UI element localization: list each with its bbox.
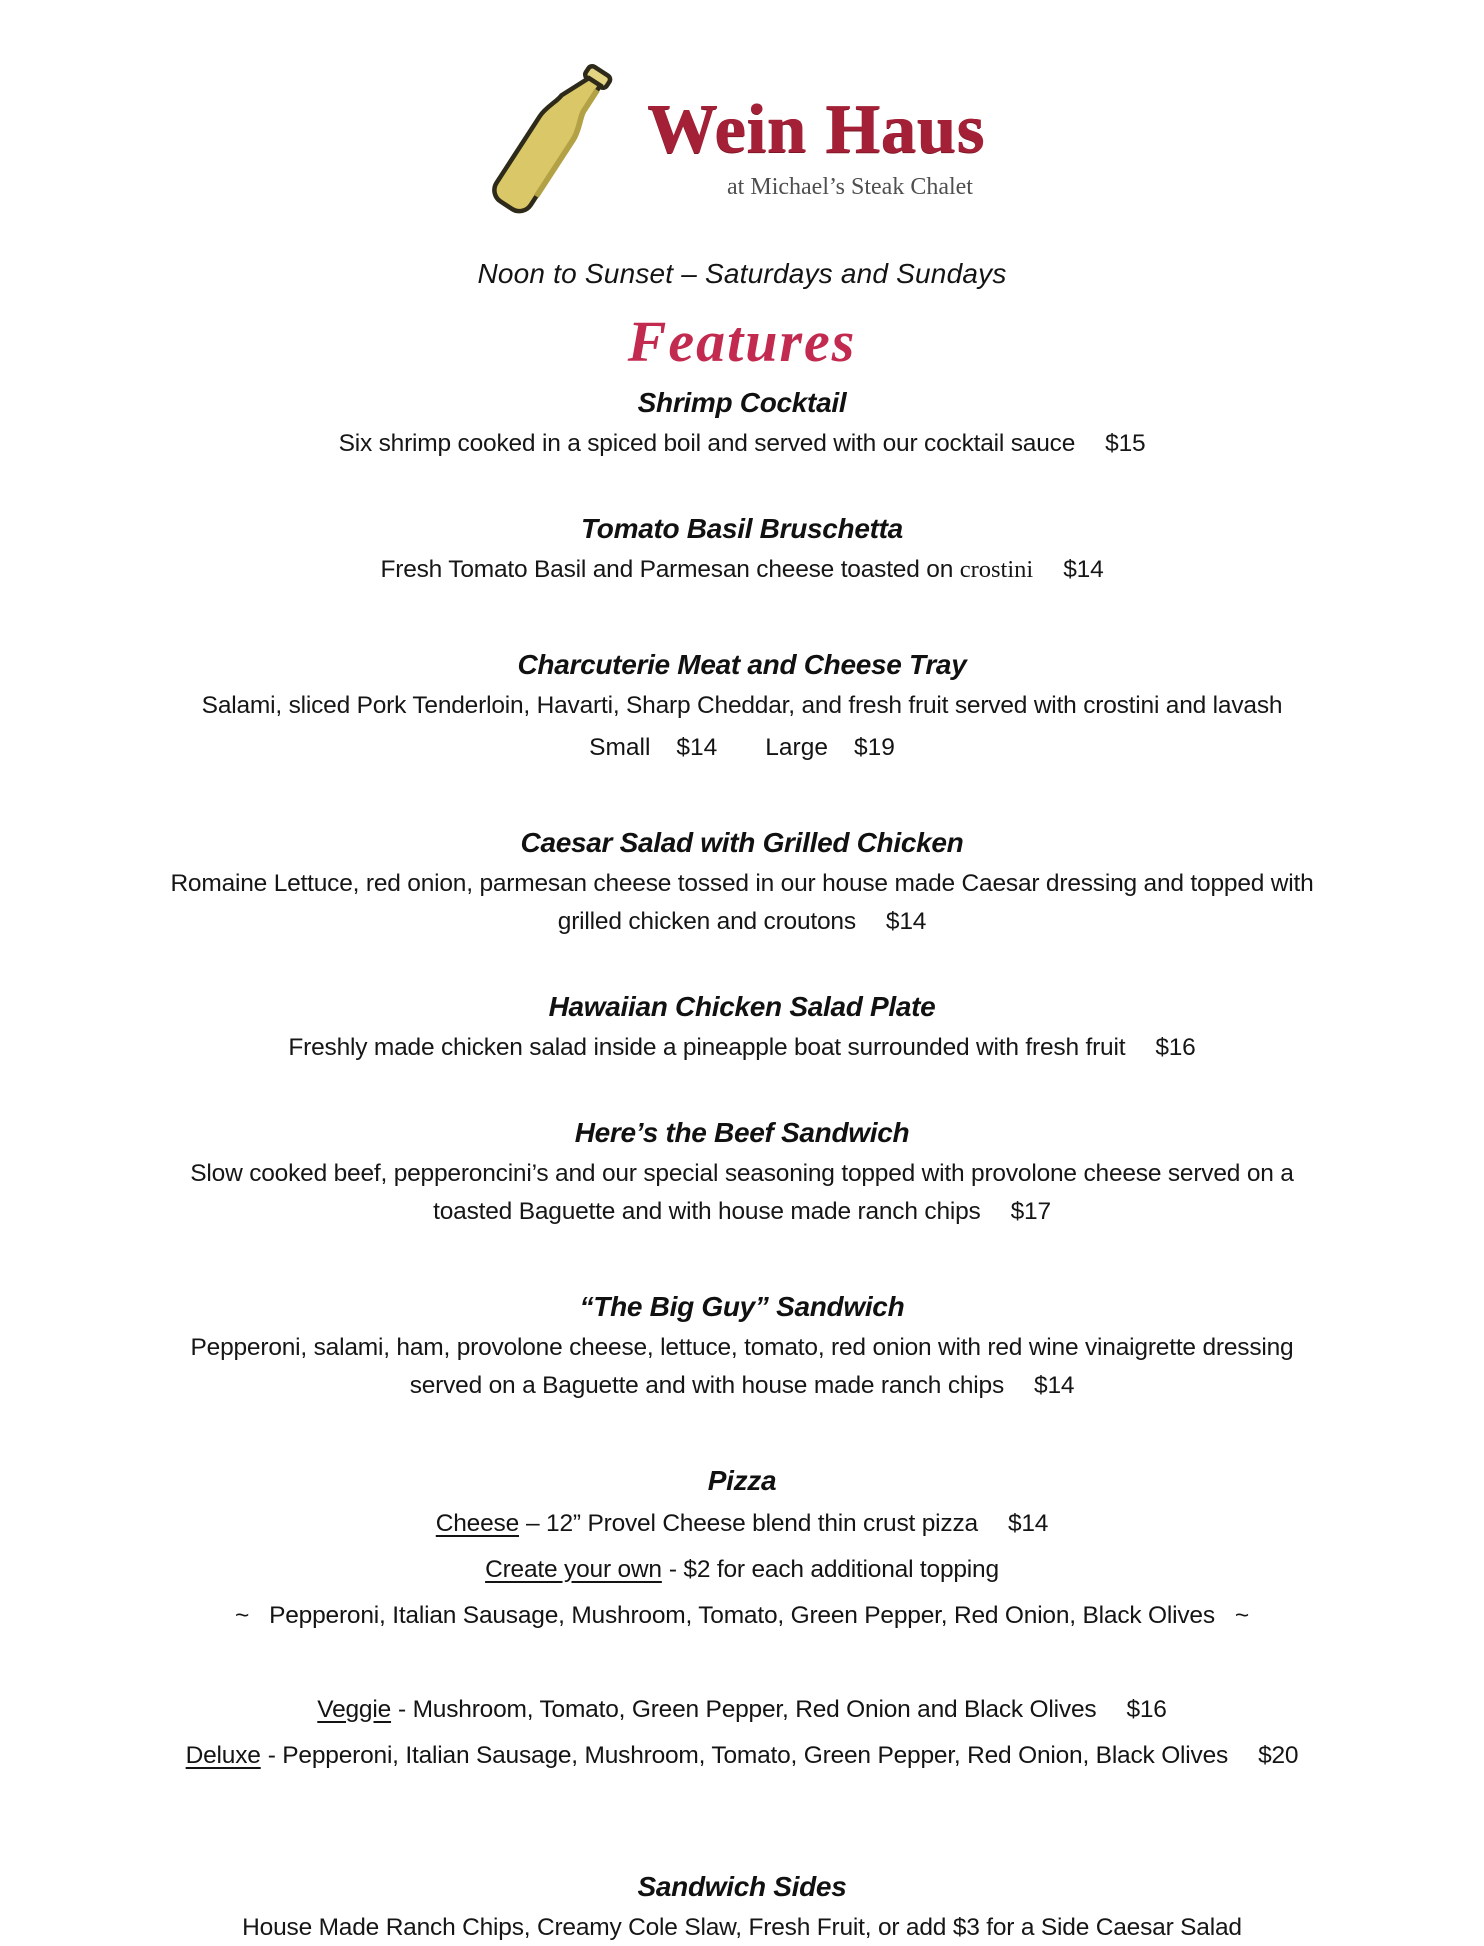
desc-text: - Mushroom, Tomato, Green Pepper, Red Onion and Black Olives [398,1696,1096,1723]
menu-section-pizza [0,1465,1484,1775]
section-title: Hawaiian Chicken Salad Plate [0,991,1484,1023]
desc-serif-word: crostini [960,556,1034,583]
desc-text: Slow cooked beef, pepperoncini’s and our special seasoning topped with provolone cheese served on a toasted Baguette and with house made ranch chips [190,1160,1293,1225]
menu-section-big-guy-sandwich [0,1291,1484,1405]
section-desc [152,1155,1332,1231]
pizza-option-label: Veggie [317,1696,391,1723]
section-desc [0,1029,1484,1067]
price: $20 [1258,1742,1298,1769]
price: $14 [1008,1510,1048,1537]
pizza-cheese-line [0,1505,1484,1543]
tilde-ornament: ~ [235,1602,249,1629]
price: $14 [1063,556,1103,583]
menu-section-sandwich-sides [0,1871,1484,1946]
pizza-option-label: Create your own [485,1556,662,1583]
desc-text: – 12” Provel Cheese blend thin crust pizza [526,1510,978,1537]
desc-text: - Pepperoni, Italian Sausage, Mushroom, Tomato, Green Pepper, Red Onion, Black Olives [268,1742,1228,1769]
desc-text: Fresh Tomato Basil and Parmesan cheese toasted on [380,556,953,583]
desc-text: Romaine Lettuce, red onion, parmesan cheese tossed in our house made Caesar dressing and topped with grilled chicken and croutons [170,870,1313,935]
brand-tagline: at Michael’s Steak Chalet [620,174,1080,201]
brand-logo [412,56,1072,234]
section-title: Caesar Salad with Grilled Chicken [0,827,1484,859]
desc-text: Six shrimp cooked in a spiced boil and served with our cocktail sauce [339,430,1076,457]
price: $15 [1105,430,1145,457]
toppings-list: Pepperoni, Italian Sausage, Mushroom, Tomato, Green Pepper, Red Onion, Black Olives [269,1602,1215,1629]
brand-wordmark: Wein Haus [560,90,1072,170]
section-desc: House Made Ranch Chips, Creamy Cole Slaw, Fresh Fruit, or add $3 for a Side Caesar Salad [0,1909,1484,1946]
pizza-deluxe-line [0,1737,1484,1775]
price: $16 [1155,1034,1195,1061]
section-title: Sandwich Sides [0,1871,1484,1903]
section-desc [160,1329,1325,1405]
size-label-small: Small [589,734,650,761]
price: $14 [1034,1372,1074,1399]
section-desc [0,425,1484,463]
price-small: $14 [676,734,717,761]
section-title: Pizza [0,1465,1484,1497]
section-title: Shrimp Cocktail [0,387,1484,419]
menu-section-bruschetta [0,513,1484,589]
menu-section-charcuterie [0,649,1484,767]
pizza-veggie-line [0,1691,1484,1729]
desc-text: Freshly made chicken salad inside a pineapple boat surrounded with fresh fruit [288,1034,1125,1061]
features-heading: Features [0,308,1484,375]
menu-section-shrimp-cocktail [0,387,1484,463]
section-desc: Salami, sliced Pork Tenderloin, Havarti, Sharp Cheddar, and fresh fruit served with crostini and lavash [92,687,1392,725]
price: $16 [1126,1696,1166,1723]
desc-text: Pepperoni, salami, ham, provolone cheese, lettuce, tomato, red onion with red wine vinaigrette dressing served on a Baguette and with house made ranch chips [191,1334,1294,1399]
pizza-toppings-line [0,1597,1484,1635]
pizza-create-your-own-line [0,1551,1484,1589]
hours-line: Noon to Sunset – Saturdays and Sundays [0,258,1484,290]
price: $17 [1011,1198,1051,1225]
price: $14 [886,908,926,935]
section-title: Here’s the Beef Sandwich [0,1117,1484,1149]
pizza-option-label: Deluxe [186,1742,261,1769]
section-title: “The Big Guy” Sandwich [0,1291,1484,1323]
menu-section-hawaiian-chicken [0,991,1484,1067]
price-large: $19 [854,734,895,761]
section-desc [167,865,1317,941]
desc-text: - $2 for each additional topping [669,1556,999,1583]
section-title: Charcuterie Meat and Cheese Tray [0,649,1484,681]
tilde-ornament: ~ [1235,1602,1249,1629]
section-title: Tomato Basil Bruschetta [0,513,1484,545]
pizza-option-label: Cheese [436,1510,519,1537]
section-desc [0,551,1484,589]
menu-section-beef-sandwich [0,1117,1484,1231]
menu-section-caesar-salad [0,827,1484,941]
size-label-large: Large [765,734,828,761]
size-options [0,729,1484,767]
